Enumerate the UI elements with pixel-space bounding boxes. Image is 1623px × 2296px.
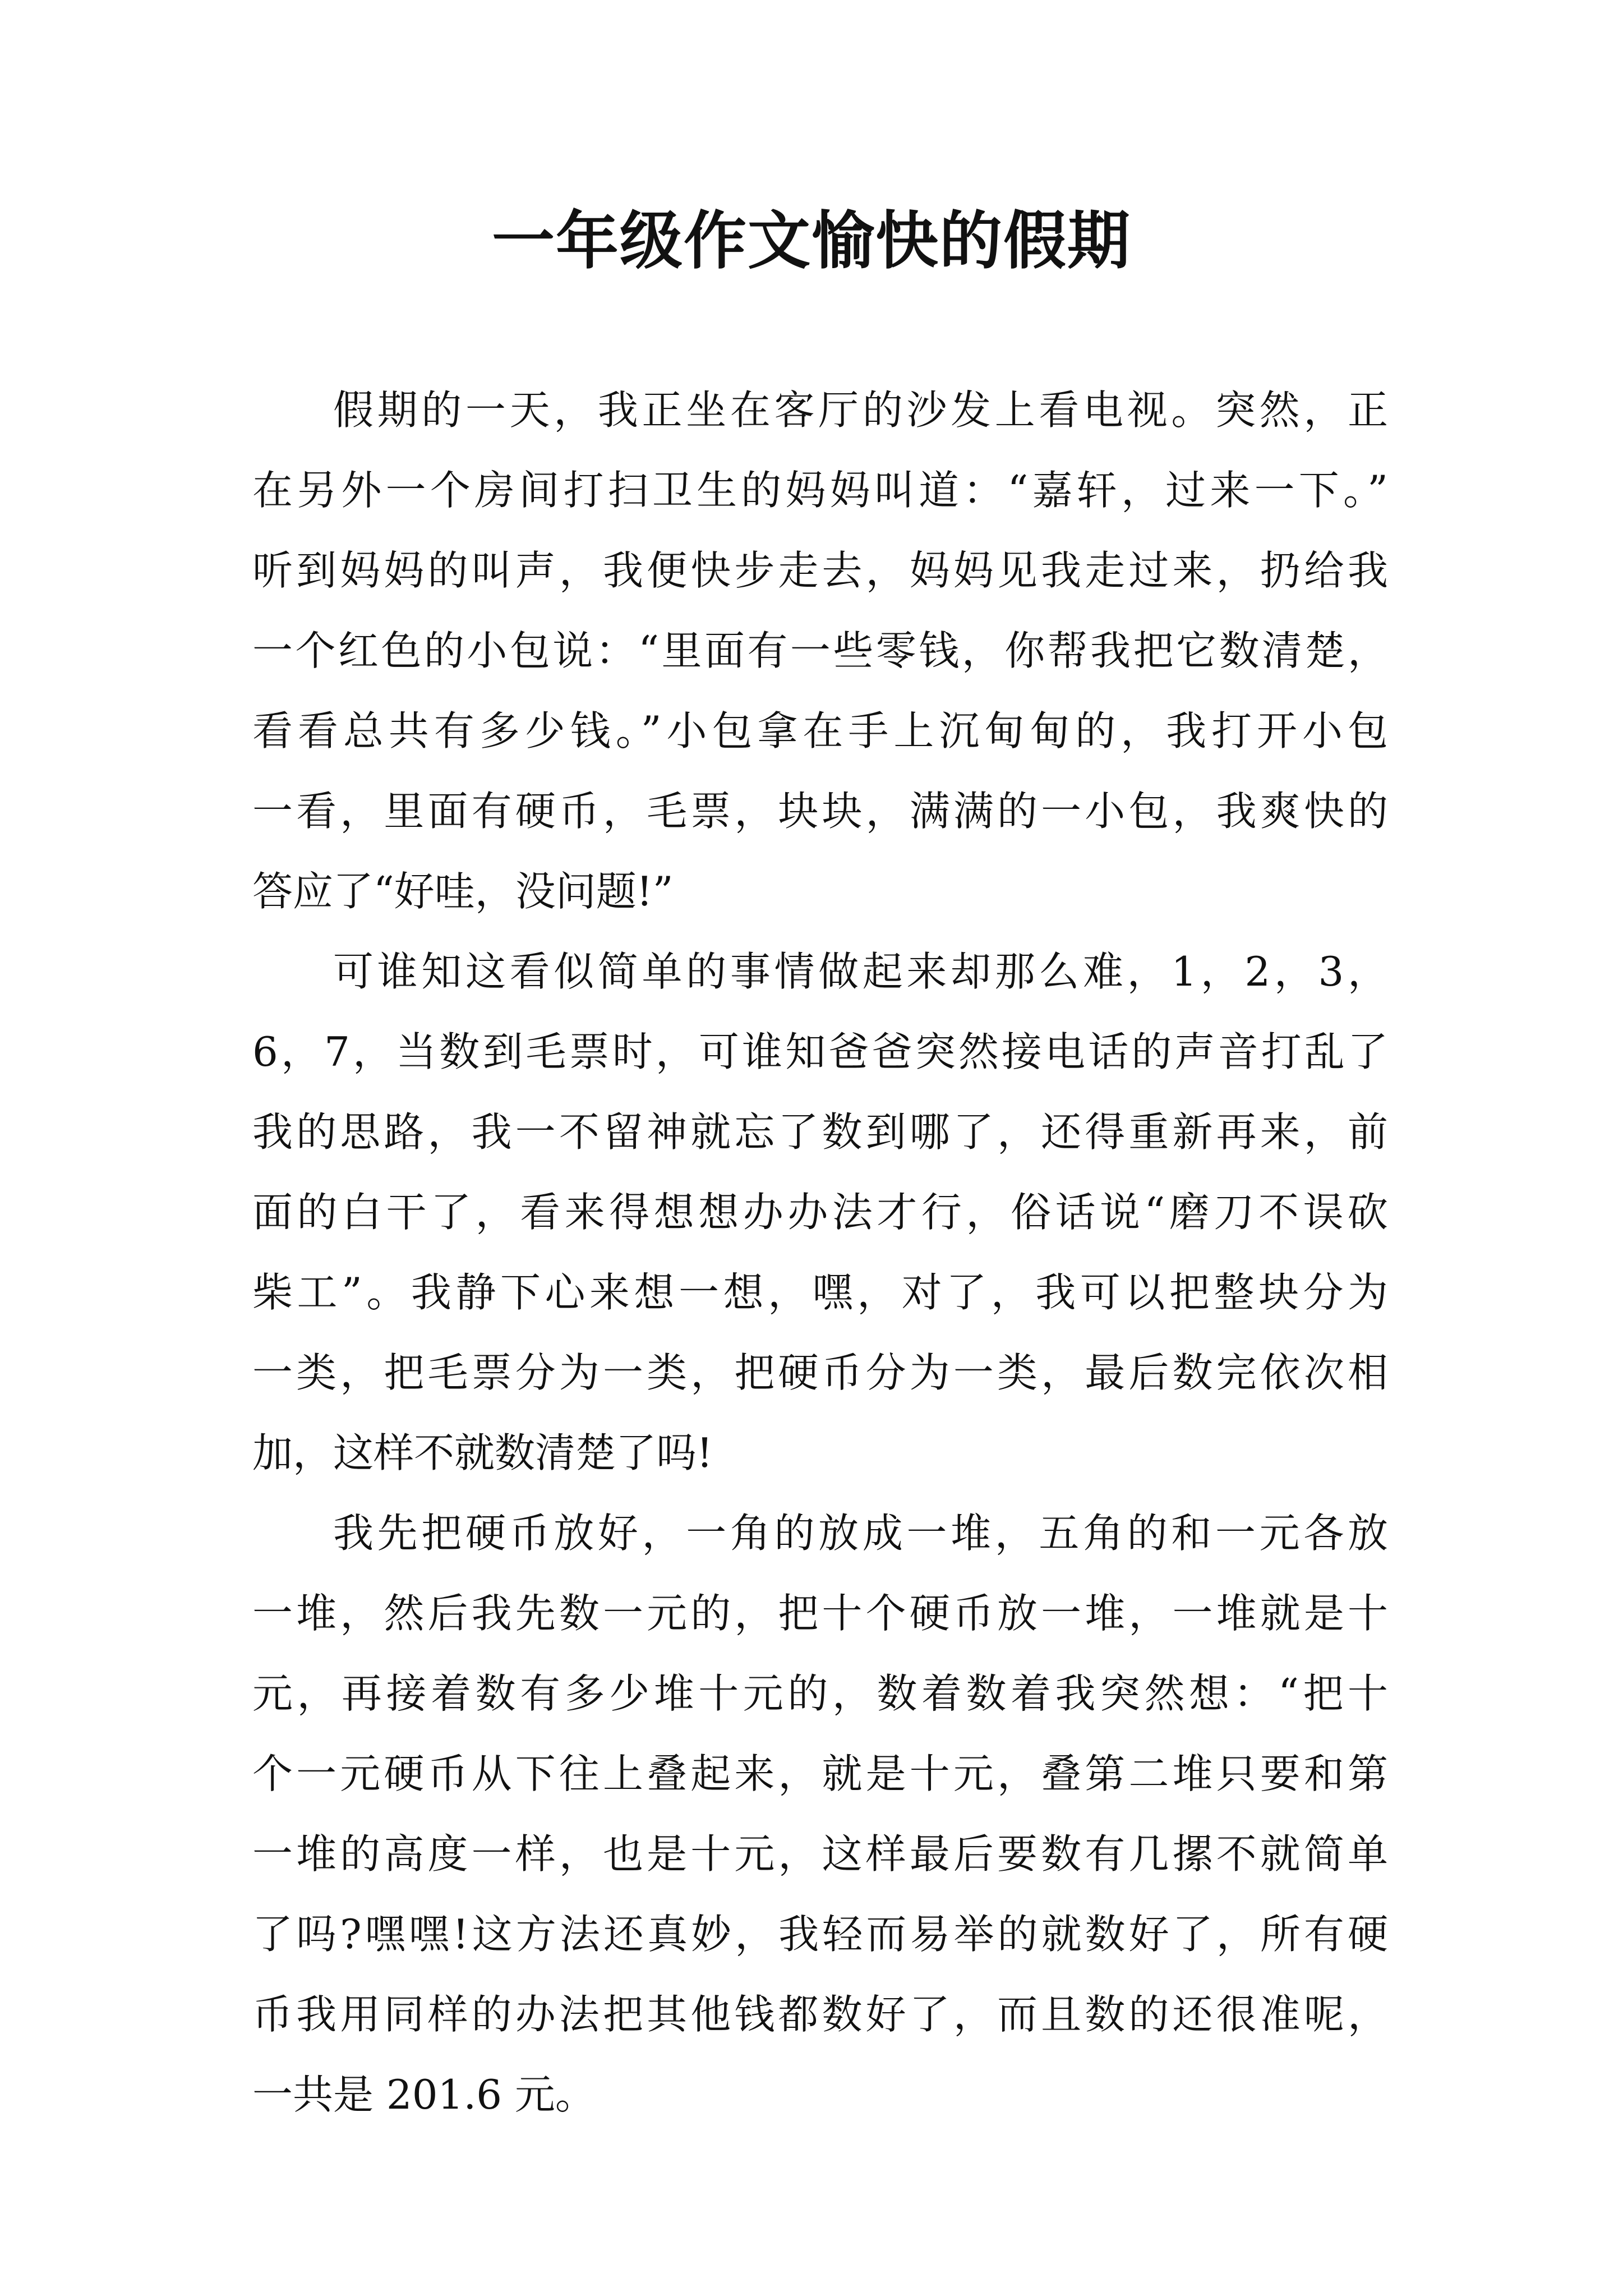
text-line: 币我用同样的办法把其他钱都数好了，而且数的还很准呢，	[252, 1991, 1388, 2038]
text-line: 一个红色的小包说：“里面有一些零钱，你帮我把它数清楚，	[252, 627, 1388, 674]
paragraph-1	[252, 370, 1388, 932]
text-line: 看看总共有多少钱。”小包拿在手上沉甸甸的，我打开小包	[252, 707, 1388, 754]
text-line: 面的白干了，看来得想想办办法才行，俗话说“磨刀不误砍	[252, 1189, 1388, 1236]
text-line: 了吗?嘿嘿!这方法还真妙，我轻而易举的就数好了，所有硬	[252, 1911, 1388, 1958]
text-line: 一类，把毛票分为一类，把硬币分为一类，最后数完依次相	[252, 1349, 1388, 1396]
document-title: 一年级作文愉快的假期	[492, 205, 1131, 278]
text-line: 柴工”。我静下心来想一想，嘿，对了，我可以把整块分为	[252, 1269, 1388, 1316]
text-line: 我的思路，我一不留神就忘了数到哪了，还得重新再来，前	[252, 1108, 1388, 1156]
text-line: 6，7，当数到毛票时，可谁知爸爸突然接电话的声音打乱了	[252, 1028, 1388, 1075]
text-line: 在另外一个房间打扫卫生的妈妈叫道：“嘉轩，过来一下。”	[252, 467, 1388, 514]
text-line: 一堆的高度一样，也是十元，这样最后要数有几摞不就简单	[252, 1830, 1388, 1878]
text-line: 假期的一天，我正坐在客厅的沙发上看电视。突然，正	[333, 386, 1388, 434]
text-line: 加，这样不就数清楚了吗!	[252, 1429, 713, 1476]
paragraph-2	[252, 932, 1388, 1493]
essay-body	[252, 370, 1388, 2135]
paragraph-3	[252, 1493, 1388, 2135]
text-line: 一共是 201.6 元。	[252, 2071, 596, 2118]
text-line: 答应了“好哇，没问题!”	[252, 868, 674, 915]
text-line: 元，再接着数有多少堆十元的，数着数着我突然想：“把十	[252, 1670, 1388, 1717]
text-line: 个一元硬币从下往上叠起来，就是十元，叠第二堆只要和第	[252, 1750, 1388, 1797]
text-line: 可谁知这看似简单的事情做起来却那么难，1，2，3，	[333, 948, 1388, 995]
text-line: 一看，里面有硬币，毛票，块块，满满的一小包，我爽快的	[252, 788, 1388, 835]
text-line: 我先把硬币放好，一角的放成一堆，五角的和一元各放	[333, 1510, 1388, 1557]
text-line: 一堆，然后我先数一元的，把十个硬币放一堆，一堆就是十	[252, 1590, 1388, 1637]
text-line: 听到妈妈的叫声，我便快步走去，妈妈见我走过来，扔给我	[252, 547, 1388, 594]
